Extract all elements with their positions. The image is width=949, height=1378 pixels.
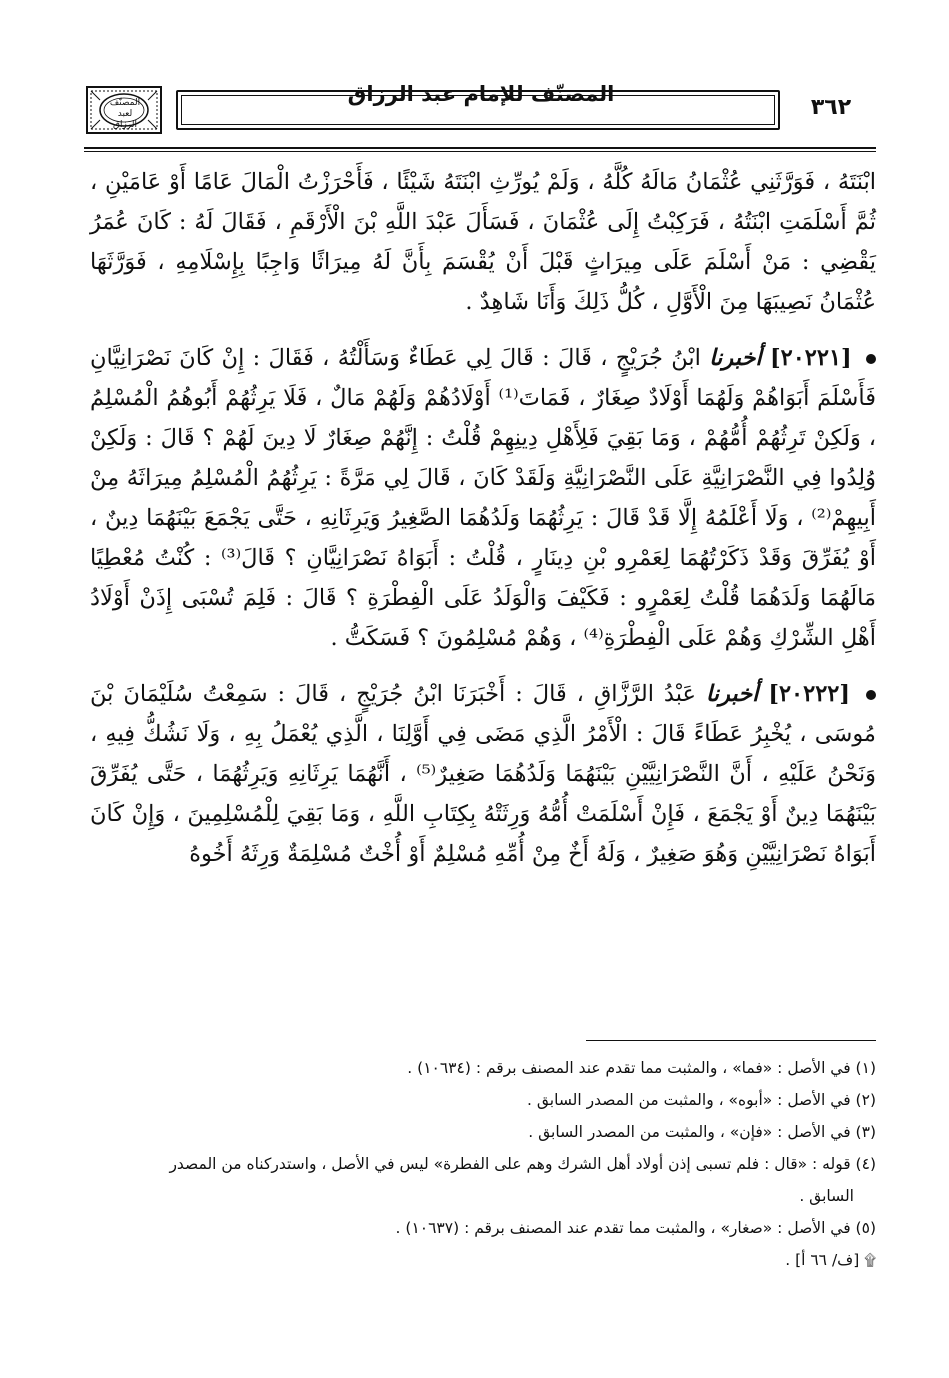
- folio-marker: ۩ [ف/ ٦٦ أ] .: [785, 1251, 876, 1269]
- bullet-icon: [866, 690, 876, 700]
- header-rule: [84, 147, 876, 149]
- continuation-paragraph: [90, 162, 876, 322]
- hadith-20222: [90, 674, 876, 874]
- text-line: يَقْضِي : مَنْ أَسْلَمَ عَلَى مِيرَاثٍ قَبْلَ أَنْ يُقْسَمَ بِأَنَّ لَهُ مِيرَاثًا وَاجِبًا بِإِسْلَامِهِ ، فَوَرَّثَهَا: [90, 249, 876, 275]
- page-number: ٣٦٢: [810, 95, 852, 120]
- hadith-text: ابْنُ جُرَيْجٍ ، قَالَ : قَالَ لِي عَطَاءٌ وَسَأَلْتُهُ ، فَقَالَ : إِنْ كَانَ نَصْرَانِيَّانِ فَأَسْلَمَ أَبَوَاهُمْ وَلَهُمَا أَوْلَادٌ صِغَارٌ ، فَمَاتَ⁽¹⁾ أَوْلَادُهُمْ وَلَهُمْ مَالٌ ، فَلَا يَرِثُهُمْ أَبُوهُمُ الْمُسْلِمُ ، وَلَكِنْ تَرِثُهُمْ أُمُّهُمْ ، وَمَا بَقِيَ فَلِأَهْلِ دِينِهِمْ قُلْتُ : إِنَّهُمْ صِغَارٌ لَا دِينَ لَهُمْ ؟ قَالَ : وَلَكِنْ وُلِدُوا فِي النَّصْرَانِيَّةِ عَلَى النَّصْرَانِيَّةِ وَلَقَدْ كَانَ ، قَالَ لِي مَرَّةً : يَرِثُهُمُ الْمُسْلِمُ مِيرَاثَهُ مِنْ أَبِيهِمْ⁽²⁾ ، وَلَا أَعْلَمُهُ إِلَّا قَدْ قَالَ : يَرِثُهُمَا وَلَدُهُمَا الصَّغِيرُ وَيَرِثَانِهِ ، حَتَّى يَجْمَعَ بَيْنَهُمَا دِينٌ ، أَوْ يُفَرِّقَ وَقَدْ ذَكَرْتُهُمَا لِعَمْرِو بْنِ دِينَارٍ ، قُلْتُ : أَبَوَاهُ نَصْرَانِيَّانِ ؟ قَالَ⁽³⁾ : كُنْتُ مُعْطِيًا مَالَهُمَا وَلَدَهُمَا قُلْتُ لِعَمْرٍو : فَكَيْفَ وَالْوَلَدُ عَلَى الْفِطْرَةِ ؟ قَالَ : فَلِمَ تُسْبَى إِذَنْ أَوْلَادُ أَهْلِ الشِّرْكِ وَهُمْ عَلَى الْفِطْرَةِ⁽⁴⁾ ، وَهُمْ مُسْلِمُونَ ؟ فَسَكَتُّ .: [90, 345, 876, 651]
- footnote: (١) في الأصل : «فما» ، والمثبت مما تقدم عند المصنف برقم : (١٠٦٣٤) .: [407, 1059, 876, 1077]
- footnotes: [92, 1052, 876, 1276]
- hadith-lead: أخبرنا: [709, 345, 762, 371]
- footnote: (٤) قوله : «قال : فلم تسبى إذن أولاد أهل الشرك وهم على الفطرة» ليس في الأصل ، واستدركناه من المصدر: [169, 1155, 876, 1173]
- footnote: (٥) في الأصل : «صغار» ، والمثبت مما تقدم عند المصنف برقم : (١٠٦٣٧) .: [395, 1219, 876, 1237]
- hadith-20221: [90, 338, 876, 658]
- text-line: عُثْمَانُ نَصِيبَهَا مِنَ الْأَوَّلِ ، كُلُّ ذَلِكَ وَأَنَا شَاهِدٌ .: [465, 289, 876, 315]
- header-rule-thin: [84, 151, 876, 152]
- hadith-text: عَبْدُ الرَّزَّاقِ ، قَالَ : أَخْبَرَنَا ابْنُ جُرَيْجٍ ، قَالَ : سَمِعْتُ سُلَيْمَانَ بْنَ مُوسَى ، يُخْبِرُ عَطَاءً قَالَ : الْأَمْرُ الَّذِي مَضَى فِي أَوَّلِنَا ، الَّذِي يُعْمَلُ بِهِ ، وَلَا نَشُكُّ فِيهِ ، وَنَحْنُ عَلَيْهِ ، أَنَّ النَّصْرَانِيَّيْنِ بَيْنَهُمَا وَلَدُهُمَا صَغِيرٌ⁽⁵⁾ ، أَنَّهُمَا يَرِثَانِهِ وَيَرِثُهُمَا ، حَتَّى يُفَرِّقَ بَيْنَهُمَا دِينٌ أَوْ يَجْمَعَ ، فَإِنْ أَسْلَمَتْ أُمُّهُ وَرِثَتْهُ بِكِتَابِ اللَّهِ ، وَمَا بَقِيَ لِلْمُسْلِمِينَ ، وَإِنْ كَانَ أَبَوَاهُ نَصْرَانِيَّيْنِ وَهُوَ صَغِيرٌ ، وَلَهُ أَخٌ مِنْ أُمِّهِ مُسْلِمٌ أَوْ أُخْتٌ مُسْلِمَةٌ وَرِثَهُ أَخُوهُ: [90, 681, 876, 867]
- page-body: [90, 162, 876, 890]
- text-line: ثُمَّ أَسْلَمَتِ ابْنَتُهُ ، فَرَكِبْتُ إِلَى عُثْمَانَ ، فَسَأَلَ عَبْدَ اللَّهِ بْنَ الْأَرْقَمِ ، فَقَالَ لَهُ : كَانَ عُمَرُ: [90, 209, 876, 235]
- footnote-rule: [586, 1040, 876, 1041]
- book-title: المصنّف للإمام عبد الرزاق: [347, 82, 615, 106]
- text-line: ابْنَتَهُ ، فَوَرَّثَنِي عُثْمَانُ مَالَهُ كُلَّهُ ، وَلَمْ يُورِّثِ ابْنَتَهُ شَيْئًا ، فَأَحْرَزْتُ الْمَالَ عَامًا أَوْ عَامَيْنِ ،: [90, 169, 876, 195]
- hadith-number: [٢٠٢٢٢]: [768, 681, 851, 707]
- footnote-continuation: السابق .: [799, 1187, 854, 1205]
- bullet-icon: [866, 354, 876, 364]
- footnote: (٢) في الأصل : «أبوه» ، والمثبت من المصدر السابق .: [527, 1091, 876, 1109]
- hadith-number: [٢٠٢٢١]: [769, 345, 852, 371]
- seal-text: المصنّف لعبد الرزاق: [109, 98, 141, 130]
- hadith-lead: أخبرنا: [705, 681, 759, 707]
- running-header: [86, 80, 876, 142]
- footnote: (٣) في الأصل : «فإن» ، والمثبت من المصدر السابق .: [528, 1123, 876, 1141]
